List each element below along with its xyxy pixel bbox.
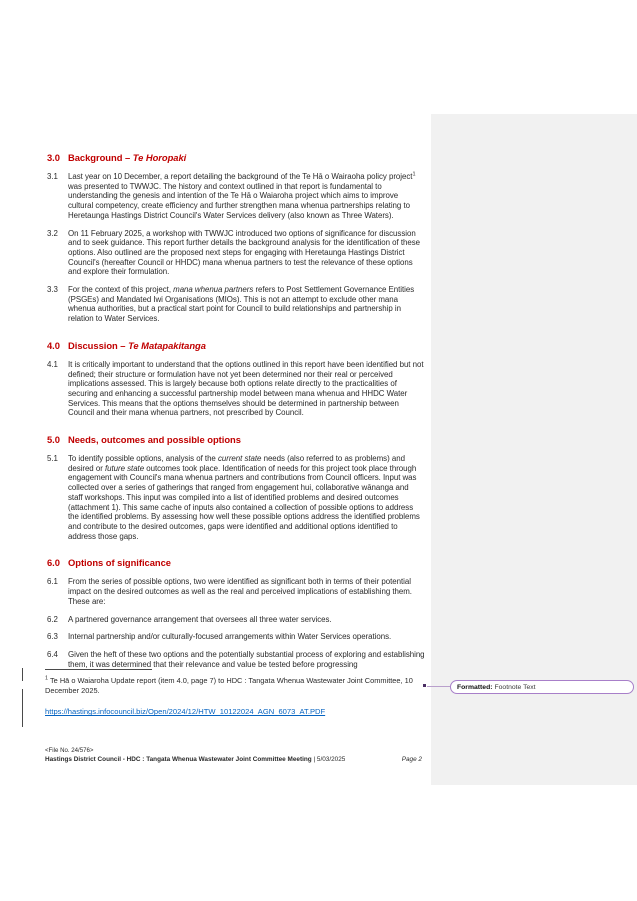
footnote-area [45,669,423,717]
paragraph-number: 5.1 [47,454,58,464]
numbered-paragraph-6.2 [47,615,425,625]
paragraph-text: It is critically important to understand that the options outlined in this report have been identified but not defined; their structure or formulation have not yet been determined nor their real or perceived implications assessed. This is largely because both options relate directly to the practicalities of securing and enhancing a successful partnership model between mana whenua and HHDC Water Services. This means that the options themselves should be determined in partnership between Council and their mana whenua partners, not prescribed by Council. [68,359,424,418]
footer-divider: | [311,756,317,763]
change-bar [22,668,23,681]
numbered-paragraph-6.4 [47,650,425,669]
paragraph-text: For the context of this project, mana whenua partners refers to Post Settlement Governance Entities (PSGEs) and Mandated Iwi Organisations (MIOs). This is not an attempt to exclude other mana whenua authorities, but a practical start point for Council to build relationships and partnership in relation to Water Services. [68,285,415,324]
footer-meeting-title: Hastings District Council - HDC : Tangata Whenua Wastewater Joint Committee Meeting [45,756,312,763]
footnote-separator [45,669,152,670]
paragraph-number: 6.3 [47,632,58,642]
footnote-text: $^1$ Te Hā o Waiaroha Update report (item 4.0, page 7) to HDC : Tangata Whenua Wastewater Joint Committee, 10 December 2025. [45,675,413,695]
numbered-paragraph-3.1 [47,172,425,221]
paragraph-text: To identify possible options, analysis of the current state needs (also referred to as problems) and desired or future state outcomes took place. Identification of needs for this project took place through engagement with Council's mana whenua partners and contributions from Council officers. Input was collected over a series of gatherings that ranged from engagement hui, collaborative wānanga and staff workshops. This input was compiled into a list of identified problems and desired outcomes (attachment 1). This same cache of inputs also contained a collection of possible options to address the identified problems. By assessing how well these possible options address the identified problems and contribute to the desired outcomes, gaps were identified and additional options identified to address those gaps. [68,454,420,541]
paragraph-text: Internal partnership and/or culturally-focused arrangements within Water Services operations. [68,632,392,642]
numbered-paragraph-6.3 [47,632,425,642]
document-content [47,152,425,677]
change-bar [22,689,23,727]
section-number: 6.0 [47,557,60,569]
paragraph-number: 6.2 [47,614,58,624]
footer-file-number: <File No. 24/576> [45,747,94,754]
numbered-paragraph-3.2 [47,229,425,278]
section-title: Options of significance [68,557,171,569]
numbered-paragraph-3.3 [47,285,425,324]
section-number: 5.0 [47,434,60,446]
section-heading-3.0 [47,152,425,164]
section-title: Needs, outcomes and possible options [68,434,241,446]
paragraph-text: From the series of possible options, two were identified as significant both in terms of their potential impact on the desired outcomes as well as the real and perceived implications of establishing them. These are: [68,577,412,606]
section-title: Background – Te Horopaki [68,152,187,163]
page-footer [45,747,422,764]
section-heading-5.0 [47,434,425,446]
footnote-hyperlink[interactable]: https://hastings.infocouncil.biz/Open/2024/12/HTW_10122024_AGN_6073_AT.PDF [45,707,326,717]
paragraph-number: 6.4 [47,649,58,659]
paragraph-number: 3.3 [47,285,58,295]
paragraph-text: Last year on 10 December, a report detailing the background of the Te Hā o Wairaoha policy project$^1$ was presented to TWWJC. The history and context outlined in that report is fundamental to understanding the genesis and intention of the Te Hā o Waiaroha project which aims to improve cultural competency, create efficiency and further strengthen mana whenua partnerships relating to Heretaunga Hastings District Council's Water Services delivery (also known as Three Waters). [68,171,416,220]
section-heading-4.0 [47,340,425,352]
footer-page-number: Page 2 [401,756,422,763]
section-number: 3.0 [47,152,60,163]
section-heading-6.0 [47,557,425,569]
paragraph-number: 3.1 [47,172,58,181]
numbered-paragraph-4.1 [47,360,425,418]
section-title: Discussion – Te Matapakitanga [68,339,206,351]
revision-balloon[interactable] [450,680,634,694]
numbered-paragraph-5.1 [47,454,425,541]
numbered-paragraph-6.1 [47,577,425,606]
paragraph-number: 6.1 [47,577,58,587]
footer-date: 5/03/2025 [316,756,346,763]
section-number: 4.0 [47,339,60,351]
paragraph-number: 4.1 [47,359,58,369]
revision-balloon-label: Formatted: [457,683,493,691]
revision-balloon-value: Footnote Text [494,683,536,691]
revision-connector-line [427,686,450,687]
paragraph-text: A partnered governance arrangement that oversees all three water services. [68,614,332,624]
revision-anchor-dot [423,684,426,687]
paragraph-text: On 11 February 2025, a workshop with TWWJC introduced two options of significance for discussion and to seek guidance. This report further details the background analysis for the identification of these options. Also outlined are the proposed next steps for engaging with Heretaunga Hastings District Council's (hereafter Council or HHDC) mana whenua partners to test the relevance of these options and explore their formulation. [68,228,420,277]
paragraph-text: Given the heft of these two options and the potentially substantial process of exploring and establishing them, it was determined that their relevance and value be tested before progressing [68,649,425,669]
paragraph-number: 3.2 [47,228,58,238]
footer-meeting-line [45,755,422,764]
